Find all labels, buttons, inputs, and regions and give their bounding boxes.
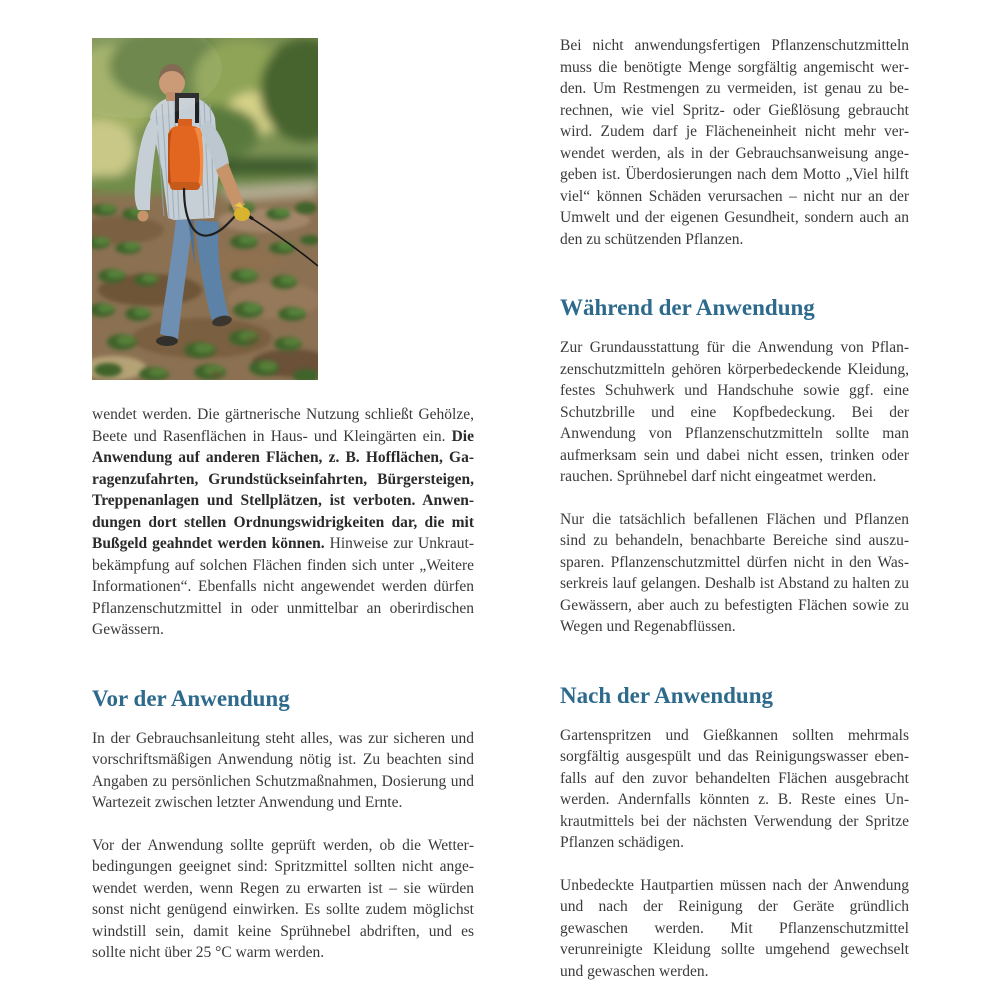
section-heading-vor-der-anwendung: Vor der Anwendung — [92, 685, 290, 711]
sprayer-tank — [168, 119, 203, 190]
body-paragraph: Unbedeckte Hautpartien müssen nach der Anwendung und nach der Reinigung der Geräte gründlich gewaschen werden. Mit Pflanzenschutzmittel verunreinigte Kleidung sollte umgehend gewechselt und gewaschen werden. — [560, 876, 909, 980]
left-shoe — [156, 336, 178, 346]
section-heading-waehrend-der-anwendung: Während der Anwendung — [560, 295, 815, 320]
left-column — [92, 0, 474, 985]
body-paragraph: Gartenspritzen und Gießkannen sollten mehrmals sorgfältig ausgespült und das Reinigungswasser ebenfalls auf den zuvor behandelten Flächen ausgebracht werden. Andernfalls könnten z. B. Reste eines Unkrautmittels bei der nächsten Verwendung der Spritze Pflanzen schädigen. — [560, 726, 909, 851]
yellow-glove — [234, 207, 250, 221]
left-hand — [138, 211, 149, 222]
body-paragraph: Nur die tatsächlich befallenen Flächen und Pflanzen sind zu behandeln, benachbarte Bereiche sind auszusparen. Pflanzenschutzmittel dürfen nicht in den Wasserkreis lauf gelangen. Deshalb ist Abstand zu halten zu Gewässern, aber auch zu befestigten Flächen sowie zu Wegen und Regenabflüssen. — [560, 510, 909, 635]
intro-paragraph — [92, 404, 474, 641]
body-paragraph: In der Gebrauchsanleitung steht alles, was zur sicheren und vorschriftsmäßigen Anwendung nötig ist. Zu beachten sind Angaben zu persönlichen Schutzmaßnahmen, Dosierung und Wartezeit zwischen letzter Anwendung und Ernte. — [92, 729, 474, 811]
intro-text-end: Hinweise zur Unkrautbekämpfung auf solchen Flächen finden sich unter „Weitere Informationen“. Ebenfalls nicht angewendet werden dürfen Pflanzenschutzmittel in oder unmittelbar an oberirdischen Gewässern. — [92, 535, 474, 638]
section-heading-nach-der-anwendung: Nach der Anwendung — [560, 682, 774, 708]
body-paragraph: Vor der Anwendung sollte geprüft werden, ob die Wetterbedingungen geeignet sind: Spritzmittel sollten nicht angewendet werden, wenn Regen zu erwarten ist – sie würden sonst nicht genügend einwirken. Es sollte zudem möglichst windstill sein, damit keine Sprühnebel abdriften, und es sollte nicht über 25 °C warm werden. — [92, 836, 474, 961]
body-paragraph: Bei nicht anwendungsfertigen Pflanzenschutzmitteln muss die benötigte Menge sorgfältig angemischt werden. Um Restmengen zu vermeiden, ist genau zu berechnen, wie viel Spritz- oder Gießlösung gebraucht wird. Zudem darf je Flächeneinheit nicht mehr verwendet werden, als in der Gebrauchsanweisung angegeben ist. Überdosierungen nach dem Motto „Viel hilft viel“ können Schäden verursachen – nicht nur an der Umwelt und der eigenen Gesundheit, sondern auch an den zu schützenden Pflanzen. — [560, 37, 909, 248]
garden-photo-illustration — [92, 38, 318, 380]
intro-text-start: wendet werden. Die gärtnerische Nutzung schließt Gehölze, Beete und Rasenflächen in Haus- und Kleingärten ein. — [92, 406, 474, 445]
garden-photo — [92, 38, 318, 380]
intro-text-bold: Die Anwendung auf anderen Flächen, z. B. Hofflächen, Garagenzufahrten, Grundstückseinfahrten, Bürgersteigen, Treppenanlagen und Stellplätzen, ist verboten. Anwendungen dort stellen Ordnungswidrigkeiten dar, die mit Bußgeld geahndet werden können. — [92, 427, 474, 552]
right-column — [560, 0, 909, 1000]
body-paragraph: Zur Grundausstattung für die Anwendung von Pflanzenschutzmitteln gehören körperbedeckende Kleidung, festes Schuhwerk und Handschuhe sowie ggf. eine Schutzbrille und eine Kopfbedeckung. Bei der Anwendung von Pflanzenschutzmitteln sollte man aufmerksam sein und dabei nicht essen, trinken oder rauchen. Sprühnebel darf nicht eingeatmet werden. — [560, 339, 909, 485]
